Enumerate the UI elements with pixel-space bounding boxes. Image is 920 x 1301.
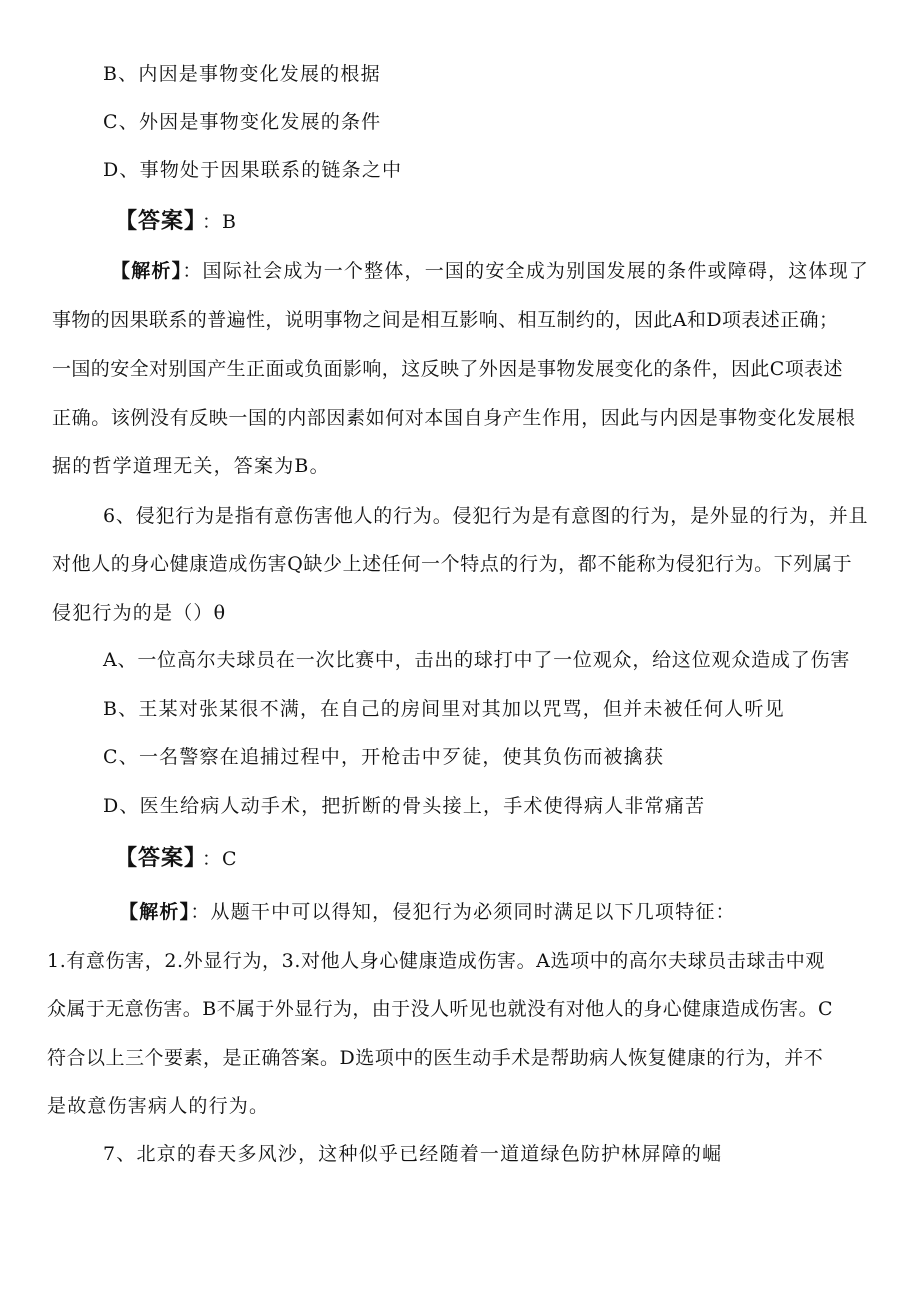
q6-stem-line-3: 侵犯行为的是（）θ xyxy=(52,602,227,624)
q6-option-c: C、一名警察在追捕过程中，开枪击中歹徒，使其负伤而被擒获 xyxy=(103,746,665,768)
q6-stem-line-2: 对他人的身心健康造成伤害Q缺少上述任何一个特点的行为，都不能称为侵犯行为。下列属于 xyxy=(52,553,853,575)
q5-answer-value: ：B xyxy=(202,211,237,233)
q5-answer-label: 【答案】 xyxy=(115,209,197,234)
q5-answer xyxy=(115,208,237,236)
q6-stem-line-1: 6、侵犯行为是指有意伤害他人的行为。侵犯行为是有意图的行为，是外显的行为，并且 xyxy=(103,505,869,527)
q5-analysis-line-4: 正确。该例没有反映一国的内部因素如何对本国自身产生作用，因此与内因是事物变化发展根 xyxy=(52,407,856,429)
q6-analysis-line-1 xyxy=(119,900,736,924)
q6-answer-label: 【答案】 xyxy=(115,846,197,871)
q5-analysis-line-5: 据的哲学道理无关，答案为B。 xyxy=(52,455,330,477)
q6-analysis-line-3: 众属于无意伤害。B不属于外显行为，由于没人听见也就没有对他人的身心健康造成伤害。C xyxy=(47,998,833,1020)
q6-analysis-line-2: 1.有意伤害，2.外显行为，3.对他人身心健康造成伤害。A选项中的高尔夫球员击球击中观 xyxy=(47,950,825,972)
q5-analysis-line-2: 事物的因果联系的普遍性，说明事物之间是相互影响、相互制约的，因此A和D项表述正确； xyxy=(52,309,839,331)
q5-option-d: D、事物处于因果联系的链条之中 xyxy=(103,159,403,181)
q5-option-c: C、外因是事物变化发展的条件 xyxy=(103,111,382,133)
q5-analysis-line-3: 一国的安全对别国产生正面或负面影响，这反映了外因是事物发展变化的条件，因此C项表述 xyxy=(52,358,843,380)
q5-analysis-label: 【解析】 xyxy=(111,260,183,282)
q6-option-d: D、医生给病人动手术，把折断的骨头接上，手术使得病人非常痛苦 xyxy=(103,795,706,817)
q6-answer-value: ：C xyxy=(202,848,238,870)
q5-analysis-line-1 xyxy=(111,259,869,283)
q6-analysis-line-5: 是故意伤害病人的行为。 xyxy=(47,1095,270,1117)
q7-stem-line-1: 7、北京的春天多风沙，这种似乎已经随着一道道绿色防护林屏障的崛 xyxy=(103,1143,723,1165)
q6-option-a: A、一位高尔夫球员在一次比赛中，击出的球打中了一位观众，给这位观众造成了伤害 xyxy=(103,649,851,671)
q6-analysis-text-1: ：从题干中可以得知，侵犯行为必须同时满足以下几项特征： xyxy=(190,901,736,923)
q6-answer xyxy=(115,845,238,873)
q6-analysis-label: 【解析】 xyxy=(119,901,191,923)
q6-option-b: B、王某对张某很不满，在自己的房间里对其加以咒骂，但并未被任何人听见 xyxy=(103,698,785,720)
q5-option-b: B、内因是事物变化发展的根据 xyxy=(103,63,381,85)
q5-analysis-text-1: ：国际社会成为一个整体，一国的安全成为别国发展的条件或障碍，这体现了 xyxy=(182,260,870,282)
q6-analysis-line-4: 符合以上三个要素，是正确答案。D选项中的医生动手术是帮助病人恢复健康的行为，并不 xyxy=(47,1047,824,1069)
